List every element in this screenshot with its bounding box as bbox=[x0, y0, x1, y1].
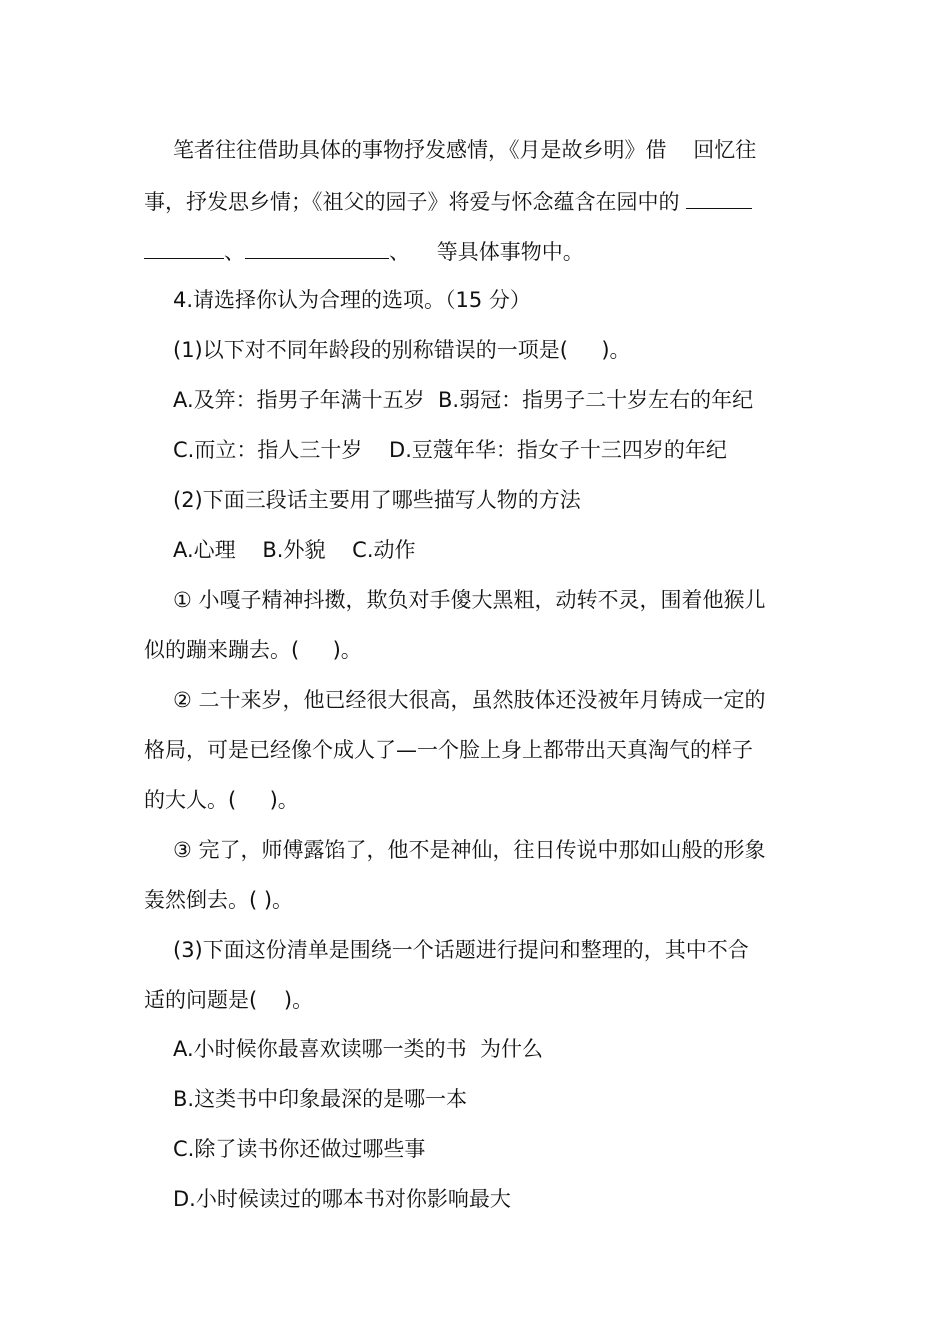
sub-question: 适的问题是( )。 bbox=[144, 988, 314, 1012]
option-line: B.这类书中印象最深的是哪一本 bbox=[173, 1087, 468, 1111]
paragraph-line bbox=[144, 186, 808, 214]
passage-line: ③ 完了，师傅露馅了，他不是神仙，往日传说中那如山般的形象 bbox=[173, 838, 766, 862]
option-line: C.除了读书你还做过哪些事 bbox=[173, 1137, 426, 1161]
option-line: A.小时候你最喜欢读哪一类的书 为什么 bbox=[173, 1037, 544, 1061]
passage-line: 轰然倒去。( )。 bbox=[144, 888, 294, 912]
paragraph-text: 、 等具体事物中。 bbox=[389, 240, 584, 264]
option-line: C.而立：指人三十岁 D.豆蔻年华：指女子十三四岁的年纪 bbox=[173, 438, 727, 462]
sub-question: (3)下面这份清单是围绕一个话题进行提问和整理的，其中不合 bbox=[173, 938, 749, 962]
separator-text: 、 bbox=[224, 240, 245, 264]
sub-question: (2)下面三段话主要用了哪些描写人物的方法 bbox=[173, 488, 581, 512]
passage-line: 格局，可是已经像个成人了—一个脸上身上都带出天真淘气的样子 bbox=[144, 738, 753, 762]
fill-blank bbox=[245, 236, 389, 259]
fill-blank bbox=[144, 236, 224, 259]
sub-question: (1)以下对不同年龄段的别称错误的一项是( )。 bbox=[173, 338, 631, 362]
option-line: A.及笄：指男子年满十五岁 B.弱冠：指男子二十岁左右的年纪 bbox=[173, 388, 754, 412]
paragraph-line: 笔者往往借助具体的事物抒发感情，《月是故乡明》借 回忆往 bbox=[173, 138, 757, 162]
fill-blank bbox=[686, 186, 752, 209]
paragraph-text: 事，抒发思乡情；《祖父的园子》将爱与怀念蕴含在园中的 bbox=[144, 190, 680, 214]
passage-line: ① 小嘎子精神抖擞，欺负对手傻大黑粗，动转不灵，围着他猴儿 bbox=[173, 588, 766, 612]
option-line: A.心理 B.外貌 C.动作 bbox=[173, 538, 416, 562]
passage-line: ② 二十来岁，他已经很大很高，虽然肢体还没被年月铸成一定的 bbox=[173, 688, 766, 712]
paragraph-line bbox=[144, 236, 808, 264]
passage-line: 的大人。( )。 bbox=[144, 788, 299, 812]
question-heading: 4.请选择你认为合理的选项。（15 分） bbox=[173, 288, 531, 312]
option-line: D.小时候读过的哪本书对你影响最大 bbox=[173, 1187, 511, 1211]
passage-line: 似的蹦来蹦去。( )。 bbox=[144, 638, 362, 662]
